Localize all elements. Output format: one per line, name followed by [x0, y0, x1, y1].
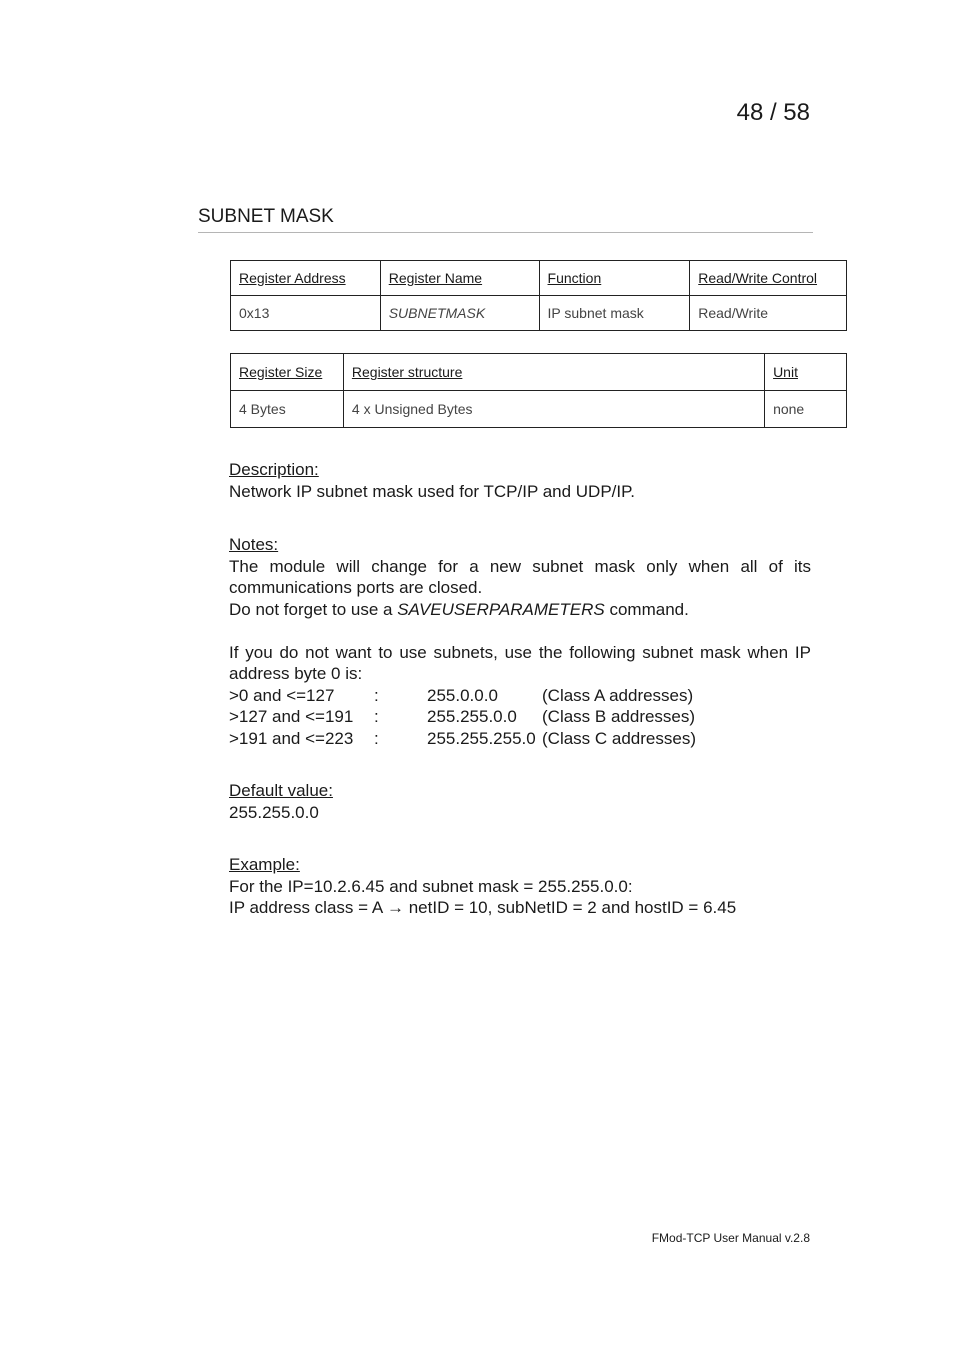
mask-value: 255.255.0.0 — [427, 707, 517, 726]
example-line-2-post: netID = 10, subNetID = 2 and hostID = 6.45 — [403, 898, 737, 917]
register-structure-table — [230, 353, 847, 428]
register-address-cell: 0x13 — [231, 296, 381, 331]
description-section — [229, 459, 811, 502]
function-cell: IP subnet mask — [539, 296, 690, 331]
table-header-cell: Unit — [765, 354, 847, 391]
table-header-cell: Function — [539, 261, 690, 296]
register-size-cell: 4 Bytes — [231, 391, 344, 428]
range-text: >127 and <=191 — [229, 707, 354, 726]
table-header-cell: Read/Write Control — [690, 261, 847, 296]
default-value-label: Default value: — [229, 781, 333, 800]
class-text: (Class C addresses) — [542, 728, 696, 748]
subnet-mask-row — [229, 685, 811, 707]
table-header-cell: Register Address — [231, 261, 381, 296]
notes-label: Notes: — [229, 535, 279, 554]
table-header-cell: Register Size — [231, 354, 344, 391]
class-text: (Class A addresses) — [542, 685, 694, 705]
notes-text: The module will change for a new subnet mask only when all of its communications ports are closed. — [229, 556, 811, 597]
footer: FMod-TCP User Manual v.2.8 — [651, 1231, 810, 1245]
page-number: 48 / 58 — [736, 99, 810, 126]
mask-value: 255.255.255.0 — [427, 728, 536, 748]
subnet-mask-row — [229, 728, 811, 750]
table-header-row — [231, 261, 847, 296]
table-header-cell: Register structure — [343, 354, 764, 391]
notes-save-post: command. — [604, 599, 689, 619]
class-text: (Class B addresses) — [542, 707, 696, 726]
notes-save-pre: Do not forget to use a — [229, 599, 398, 619]
table-row — [231, 296, 847, 331]
mask-value: 255.0.0.0 — [427, 685, 498, 705]
read-write-cell: Read/Write — [690, 296, 847, 331]
notes-save-reminder — [229, 599, 811, 621]
description-label: Description: — [229, 460, 319, 479]
section-title: SUBNET MASK — [198, 206, 813, 233]
table-header-cell: Register Name — [380, 261, 539, 296]
range-text: >191 and <=223 — [229, 728, 354, 748]
example-line-1: For the IP=10.2.6.45 and subnet mask = 255.255.0.0: — [229, 876, 633, 896]
unit-cell: none — [765, 391, 847, 428]
default-value-section — [229, 780, 811, 823]
subnet-mask-row — [229, 706, 811, 728]
register-table — [230, 260, 847, 331]
example-section — [229, 854, 811, 919]
separator: : — [374, 728, 379, 748]
range-text: >0 and <=127 — [229, 685, 335, 705]
table-header-row — [231, 354, 847, 391]
register-name-cell: SUBNETMASK — [380, 296, 539, 331]
example-line-2-pre: IP address class = A — [229, 898, 387, 917]
description-text: Network IP subnet mask used for TCP/IP and UDP/IP. — [229, 481, 635, 501]
register-structure-cell: 4 x Unsigned Bytes — [343, 391, 764, 428]
arrow-right-icon: → — [386, 898, 404, 917]
separator: : — [374, 685, 379, 705]
table-row — [231, 391, 847, 428]
default-value-text: 255.255.0.0 — [229, 802, 319, 822]
example-line-2 — [229, 897, 811, 919]
subnet-intro: If you do not want to use subnets, use the following subnet mask when IP address byte 0 is: — [229, 642, 811, 683]
save-command-name: SAVEUSERPARAMETERS — [397, 599, 605, 619]
example-label: Example: — [229, 855, 300, 874]
separator: : — [374, 707, 379, 726]
notes-section — [229, 534, 811, 749]
